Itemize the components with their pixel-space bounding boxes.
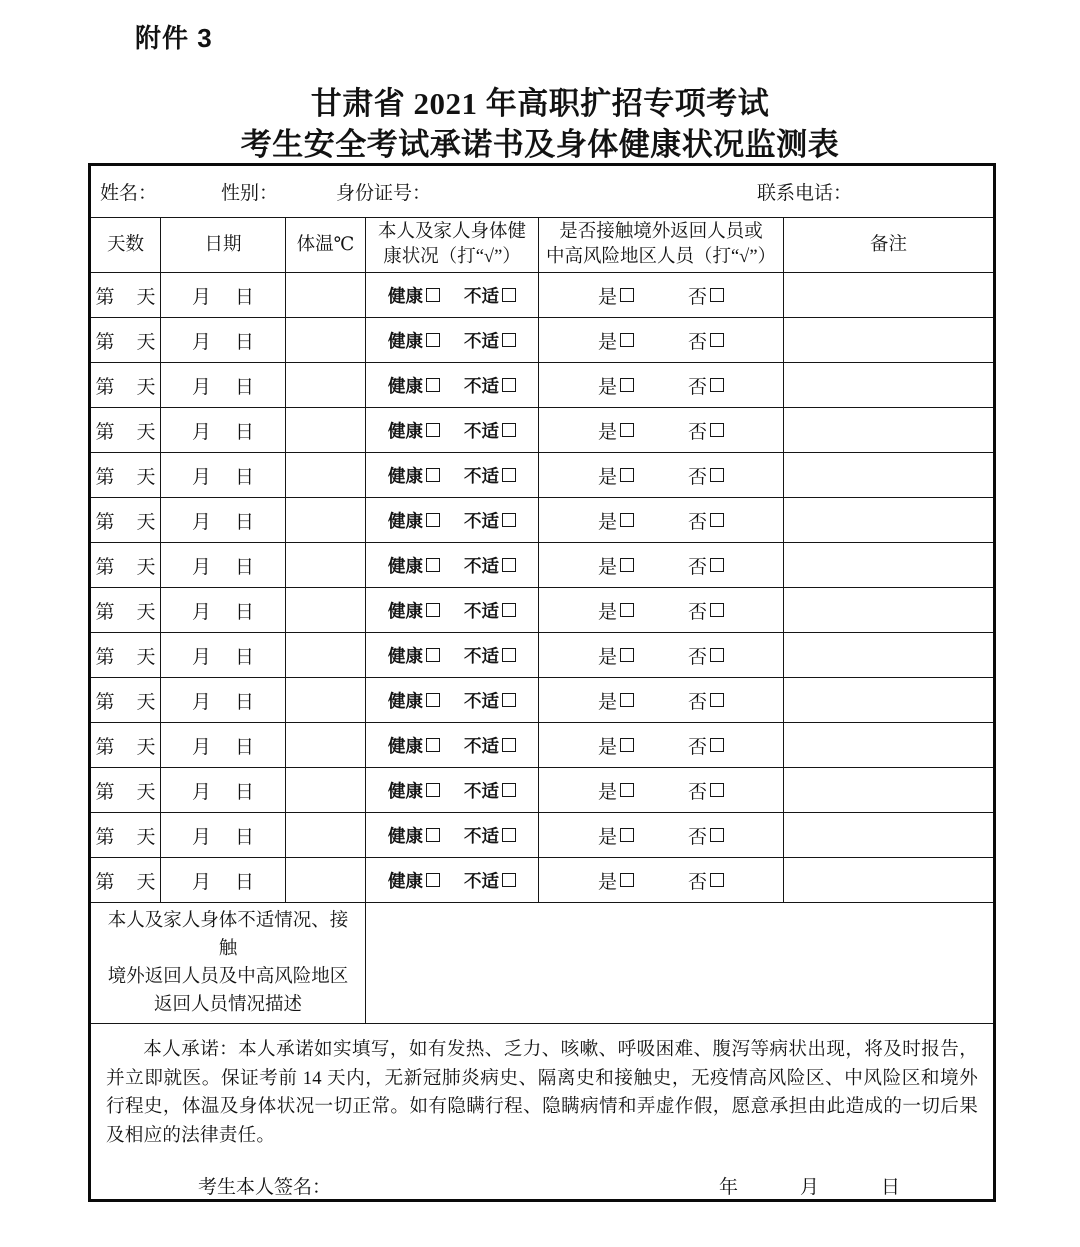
date-cell[interactable] xyxy=(161,588,286,633)
no-option: 否 xyxy=(688,822,724,849)
contact-risk-cell xyxy=(539,768,784,813)
temperature-cell[interactable] xyxy=(286,498,366,543)
unwell-option: 不适 xyxy=(464,508,516,533)
no-option: 否 xyxy=(688,417,724,444)
no-checkbox[interactable] xyxy=(710,378,724,392)
yes-option: 是 xyxy=(598,642,634,669)
day-number-cell[interactable] xyxy=(90,768,161,813)
contact-risk-cell xyxy=(539,678,784,723)
day-suffix-label: 天 xyxy=(136,826,156,848)
day-label: 日 xyxy=(235,376,255,398)
yes-checkbox[interactable] xyxy=(620,783,634,797)
healthy-option: 健康 xyxy=(388,463,440,488)
month-label: 月 xyxy=(191,826,211,848)
signature-label: 考生本人签名： xyxy=(198,1177,332,1198)
month-label: 月 xyxy=(191,511,211,533)
yes-option: 是 xyxy=(598,462,634,489)
day-suffix-label: 天 xyxy=(136,421,156,443)
healthy-option: 健康 xyxy=(388,328,440,353)
day-label: 日 xyxy=(880,1177,900,1198)
remarks-cell[interactable] xyxy=(784,588,995,633)
header-health-status: 本人及家人身体健 康状况（打“√”） xyxy=(366,218,539,273)
description-row xyxy=(90,903,995,1024)
no-option: 否 xyxy=(688,597,724,624)
gender-field[interactable] xyxy=(278,181,298,203)
remarks-cell[interactable] xyxy=(784,543,995,588)
health-status-cell xyxy=(366,498,539,543)
remarks-cell[interactable] xyxy=(784,453,995,498)
day-suffix-label: 天 xyxy=(136,781,156,803)
healthy-checkbox[interactable] xyxy=(426,513,440,527)
health-status-cell xyxy=(366,453,539,498)
yes-checkbox[interactable] xyxy=(620,648,634,662)
no-option: 否 xyxy=(688,732,724,759)
no-option: 否 xyxy=(688,462,724,489)
day-label: 日 xyxy=(235,736,255,758)
monitor-row xyxy=(90,498,995,543)
no-option: 否 xyxy=(688,687,724,714)
unwell-option: 不适 xyxy=(464,868,516,893)
yes-checkbox[interactable] xyxy=(620,738,634,752)
phone-field[interactable] xyxy=(964,181,984,203)
contact-risk-cell xyxy=(539,633,784,678)
yes-checkbox[interactable] xyxy=(620,423,634,437)
no-checkbox[interactable] xyxy=(710,288,724,302)
day-suffix-label: 天 xyxy=(136,646,156,668)
date-cell[interactable] xyxy=(161,498,286,543)
yes-checkbox[interactable] xyxy=(620,558,634,572)
gender-label: 性别： xyxy=(221,183,279,204)
day-prefix-label: 第 xyxy=(95,601,115,623)
no-checkbox[interactable] xyxy=(710,468,724,482)
monitor-row xyxy=(90,633,995,678)
monitor-row xyxy=(90,408,995,453)
health-status-cell xyxy=(366,858,539,903)
unwell-checkbox[interactable] xyxy=(502,558,516,572)
no-option: 否 xyxy=(688,327,724,354)
no-checkbox[interactable] xyxy=(710,873,724,887)
day-label: 日 xyxy=(235,646,255,668)
day-number-cell[interactable] xyxy=(90,813,161,858)
month-label: 月 xyxy=(191,646,211,668)
healthy-checkbox[interactable] xyxy=(426,423,440,437)
day-prefix-label: 第 xyxy=(95,556,115,578)
health-status-cell xyxy=(366,543,539,588)
unwell-checkbox[interactable] xyxy=(502,783,516,797)
no-checkbox[interactable] xyxy=(710,648,724,662)
healthy-option: 健康 xyxy=(388,688,440,713)
description-label: 本人及家人身体不适情况、接触 境外返回人员及中高风险地区 返回人员情况描述 xyxy=(90,903,366,1024)
health-monitoring-table xyxy=(88,163,996,1202)
day-label: 日 xyxy=(235,691,255,713)
day-label: 日 xyxy=(235,826,255,848)
monitor-row xyxy=(90,363,995,408)
day-number-cell[interactable] xyxy=(90,858,161,903)
monitor-row xyxy=(90,678,995,723)
remarks-cell[interactable] xyxy=(784,633,995,678)
no-checkbox[interactable] xyxy=(710,828,724,842)
day-number-cell[interactable] xyxy=(90,318,161,363)
unwell-option: 不适 xyxy=(464,283,516,308)
remarks-cell[interactable] xyxy=(784,813,995,858)
yes-checkbox[interactable] xyxy=(620,873,634,887)
no-checkbox[interactable] xyxy=(710,333,724,347)
unwell-option: 不适 xyxy=(464,688,516,713)
yes-checkbox[interactable] xyxy=(620,288,634,302)
yes-option: 是 xyxy=(598,417,634,444)
healthy-checkbox[interactable] xyxy=(426,333,440,347)
day-label: 日 xyxy=(235,466,255,488)
header-contact-risk: 是否接触境外返回人员或 中高风险地区人员（打“√”） xyxy=(539,218,784,273)
day-prefix-label: 第 xyxy=(95,331,115,353)
day-number-cell[interactable] xyxy=(90,498,161,543)
yes-option: 是 xyxy=(598,372,634,399)
temperature-cell[interactable] xyxy=(286,408,366,453)
day-number-cell[interactable] xyxy=(90,588,161,633)
unwell-checkbox[interactable] xyxy=(502,873,516,887)
day-prefix-label: 第 xyxy=(95,826,115,848)
unwell-checkbox[interactable] xyxy=(502,738,516,752)
day-label: 日 xyxy=(235,286,255,308)
date-cell[interactable] xyxy=(161,723,286,768)
healthy-checkbox[interactable] xyxy=(426,603,440,617)
unwell-checkbox[interactable] xyxy=(502,828,516,842)
month-label: 月 xyxy=(191,331,211,353)
yes-option: 是 xyxy=(598,822,634,849)
contact-risk-cell xyxy=(539,588,784,633)
day-number-cell[interactable] xyxy=(90,363,161,408)
healthy-option: 健康 xyxy=(388,418,440,443)
contact-risk-cell xyxy=(539,363,784,408)
yes-checkbox[interactable] xyxy=(620,603,634,617)
monitor-row xyxy=(90,768,995,813)
remarks-cell[interactable] xyxy=(784,678,995,723)
healthy-checkbox[interactable] xyxy=(426,468,440,482)
header-days: 天数 xyxy=(90,218,161,273)
yes-option: 是 xyxy=(598,552,634,579)
healthy-checkbox[interactable] xyxy=(426,693,440,707)
contact-risk-cell xyxy=(539,813,784,858)
healthy-option: 健康 xyxy=(388,733,440,758)
monitor-row xyxy=(90,318,995,363)
day-prefix-label: 第 xyxy=(95,736,115,758)
yes-option: 是 xyxy=(598,597,634,624)
date-cell[interactable] xyxy=(161,543,286,588)
health-status-cell xyxy=(366,408,539,453)
month-label: 月 xyxy=(191,736,211,758)
day-suffix-label: 天 xyxy=(136,286,156,308)
contact-risk-cell xyxy=(539,408,784,453)
month-label: 月 xyxy=(191,556,211,578)
unwell-option: 不适 xyxy=(464,463,516,488)
no-checkbox[interactable] xyxy=(710,423,724,437)
id-number-field[interactable] xyxy=(431,181,451,203)
day-suffix-label: 天 xyxy=(136,511,156,533)
header-remarks: 备注 xyxy=(784,218,995,273)
name-field[interactable] xyxy=(157,181,177,203)
healthy-checkbox[interactable] xyxy=(426,648,440,662)
id-number-label: 身份证号： xyxy=(336,183,432,204)
commitment-text: 本人承诺：本人承诺如实填写，如有发热、乏力、咳嗽、呼吸困难、腹泻等病状出现，将及时报告，并立即就医。保证考前 14 天内，无新冠肺炎病史、隔离史和接触史，无疫情高风险区、中风险区和境外行程史，体温及身体状况一切正常。如有隐瞒行程、隐瞒病情和弄虚作假，愿意承担由此造成的一切后果及相应的法律责任。 xyxy=(106,1039,978,1146)
remarks-cell[interactable] xyxy=(784,723,995,768)
day-label: 日 xyxy=(235,421,255,443)
commitment-row xyxy=(90,1024,995,1201)
temperature-cell[interactable] xyxy=(286,633,366,678)
temperature-cell[interactable] xyxy=(286,588,366,633)
day-number-cell[interactable] xyxy=(90,453,161,498)
contact-risk-cell xyxy=(539,858,784,903)
date-cell[interactable] xyxy=(161,858,286,903)
temperature-cell[interactable] xyxy=(286,813,366,858)
remarks-cell[interactable] xyxy=(784,273,995,318)
yes-option: 是 xyxy=(598,867,634,894)
unwell-checkbox[interactable] xyxy=(502,468,516,482)
health-status-cell xyxy=(366,723,539,768)
health-status-cell xyxy=(366,768,539,813)
healthy-option: 健康 xyxy=(388,778,440,803)
healthy-checkbox[interactable] xyxy=(426,828,440,842)
date-cell[interactable] xyxy=(161,768,286,813)
remarks-cell[interactable] xyxy=(784,858,995,903)
health-status-cell xyxy=(366,318,539,363)
monitor-row xyxy=(90,543,995,588)
yes-checkbox[interactable] xyxy=(620,828,634,842)
health-status-cell xyxy=(366,273,539,318)
no-checkbox[interactable] xyxy=(710,513,724,527)
healthy-option: 健康 xyxy=(388,283,440,308)
unwell-checkbox[interactable] xyxy=(502,423,516,437)
unwell-checkbox[interactable] xyxy=(502,378,516,392)
unwell-option: 不适 xyxy=(464,823,516,848)
month-label: 月 xyxy=(799,1177,819,1198)
unwell-checkbox[interactable] xyxy=(502,513,516,527)
healthy-checkbox[interactable] xyxy=(426,288,440,302)
temperature-cell[interactable] xyxy=(286,768,366,813)
signature-field[interactable] xyxy=(331,1175,351,1197)
day-prefix-label: 第 xyxy=(95,466,115,488)
temperature-cell[interactable] xyxy=(286,363,366,408)
health-status-cell xyxy=(366,588,539,633)
day-suffix-label: 天 xyxy=(136,331,156,353)
header-temperature: 体温℃ xyxy=(286,218,366,273)
monitor-row xyxy=(90,723,995,768)
day-prefix-label: 第 xyxy=(95,421,115,443)
date-cell[interactable] xyxy=(161,408,286,453)
date-cell[interactable] xyxy=(161,363,286,408)
monitor-row xyxy=(90,453,995,498)
healthy-checkbox[interactable] xyxy=(426,378,440,392)
monitor-row xyxy=(90,273,995,318)
health-status-cell xyxy=(366,363,539,408)
month-label: 月 xyxy=(191,466,211,488)
unwell-checkbox[interactable] xyxy=(502,288,516,302)
day-number-cell[interactable] xyxy=(90,723,161,768)
month-label: 月 xyxy=(191,781,211,803)
day-number-cell[interactable] xyxy=(90,408,161,453)
yes-option: 是 xyxy=(598,732,634,759)
remarks-cell[interactable] xyxy=(784,363,995,408)
no-checkbox[interactable] xyxy=(710,783,724,797)
healthy-checkbox[interactable] xyxy=(426,558,440,572)
yes-checkbox[interactable] xyxy=(620,693,634,707)
day-label: 日 xyxy=(235,511,255,533)
day-prefix-label: 第 xyxy=(95,646,115,668)
no-checkbox[interactable] xyxy=(710,738,724,752)
no-checkbox[interactable] xyxy=(710,603,724,617)
date-cell[interactable] xyxy=(161,813,286,858)
no-checkbox[interactable] xyxy=(710,558,724,572)
temperature-cell[interactable] xyxy=(286,318,366,363)
healthy-option: 健康 xyxy=(388,868,440,893)
healthy-option: 健康 xyxy=(388,373,440,398)
yes-option: 是 xyxy=(598,687,634,714)
no-option: 否 xyxy=(688,372,724,399)
month-label: 月 xyxy=(191,601,211,623)
day-label: 日 xyxy=(235,331,255,353)
contact-risk-cell xyxy=(539,273,784,318)
month-label: 月 xyxy=(191,691,211,713)
monitor-row xyxy=(90,858,995,903)
unwell-option: 不适 xyxy=(464,733,516,758)
day-label: 日 xyxy=(235,601,255,623)
phone-label: 联系电话： xyxy=(756,183,852,204)
contact-risk-cell xyxy=(539,453,784,498)
yes-checkbox[interactable] xyxy=(620,513,634,527)
document-title-line1: 甘肃省 2021 年高职扩招专项考试 xyxy=(310,86,770,121)
healthy-option: 健康 xyxy=(388,823,440,848)
unwell-checkbox[interactable] xyxy=(502,333,516,347)
monitor-row xyxy=(90,588,995,633)
table-header-row xyxy=(90,218,995,273)
unwell-checkbox[interactable] xyxy=(502,693,516,707)
signature-date-group xyxy=(719,1172,900,1199)
temperature-cell[interactable] xyxy=(286,858,366,903)
year-label: 年 xyxy=(718,1177,738,1198)
yes-checkbox[interactable] xyxy=(620,333,634,347)
document-title-line2: 考生安全考试承诺书及身体健康状况监测表 xyxy=(240,127,840,162)
no-option: 否 xyxy=(688,507,724,534)
day-suffix-label: 天 xyxy=(136,601,156,623)
day-number-cell[interactable] xyxy=(90,543,161,588)
month-label: 月 xyxy=(191,286,211,308)
month-label: 月 xyxy=(191,871,211,893)
yes-option: 是 xyxy=(598,282,634,309)
unwell-checkbox[interactable] xyxy=(502,603,516,617)
date-cell[interactable] xyxy=(161,678,286,723)
no-checkbox[interactable] xyxy=(710,693,724,707)
unwell-option: 不适 xyxy=(464,643,516,668)
yes-option: 是 xyxy=(598,507,634,534)
yes-checkbox[interactable] xyxy=(620,468,634,482)
attachment-label: 附件 3 xyxy=(135,23,213,53)
day-prefix-label: 第 xyxy=(95,871,115,893)
day-number-cell[interactable] xyxy=(90,678,161,723)
temperature-cell[interactable] xyxy=(286,678,366,723)
contact-risk-cell xyxy=(539,723,784,768)
contact-risk-cell xyxy=(539,318,784,363)
monitor-row xyxy=(90,813,995,858)
yes-checkbox[interactable] xyxy=(620,378,634,392)
unwell-option: 不适 xyxy=(464,778,516,803)
yes-option: 是 xyxy=(598,327,634,354)
temperature-cell[interactable] xyxy=(286,453,366,498)
temperature-cell[interactable] xyxy=(286,273,366,318)
day-suffix-label: 天 xyxy=(136,376,156,398)
healthy-option: 健康 xyxy=(388,508,440,533)
healthy-option: 健康 xyxy=(388,598,440,623)
temperature-cell[interactable] xyxy=(286,723,366,768)
contact-risk-cell xyxy=(539,543,784,588)
month-label: 月 xyxy=(191,421,211,443)
month-label: 月 xyxy=(191,376,211,398)
healthy-checkbox[interactable] xyxy=(426,783,440,797)
contact-risk-cell xyxy=(539,498,784,543)
remarks-cell[interactable] xyxy=(784,408,995,453)
day-suffix-label: 天 xyxy=(136,556,156,578)
healthy-checkbox[interactable] xyxy=(426,738,440,752)
unwell-option: 不适 xyxy=(464,598,516,623)
description-input-area[interactable] xyxy=(366,903,995,1024)
name-label: 姓名： xyxy=(100,183,158,204)
day-prefix-label: 第 xyxy=(95,511,115,533)
healthy-option: 健康 xyxy=(388,643,440,668)
day-prefix-label: 第 xyxy=(95,286,115,308)
monitor-rows xyxy=(90,273,995,903)
no-option: 否 xyxy=(688,552,724,579)
yes-option: 是 xyxy=(598,777,634,804)
day-suffix-label: 天 xyxy=(136,871,156,893)
day-label: 日 xyxy=(235,871,255,893)
day-number-cell[interactable] xyxy=(90,273,161,318)
day-suffix-label: 天 xyxy=(136,691,156,713)
day-suffix-label: 天 xyxy=(136,736,156,758)
healthy-option: 健康 xyxy=(388,553,440,578)
day-label: 日 xyxy=(235,781,255,803)
remarks-cell[interactable] xyxy=(784,498,995,543)
unwell-option: 不适 xyxy=(464,553,516,578)
health-status-cell xyxy=(366,678,539,723)
day-prefix-label: 第 xyxy=(95,781,115,803)
unwell-option: 不适 xyxy=(464,373,516,398)
no-option: 否 xyxy=(688,282,724,309)
date-cell[interactable] xyxy=(161,318,286,363)
unwell-option: 不适 xyxy=(464,328,516,353)
unwell-option: 不适 xyxy=(464,418,516,443)
health-status-cell xyxy=(366,633,539,678)
personal-info-row xyxy=(90,165,995,218)
day-prefix-label: 第 xyxy=(95,691,115,713)
no-option: 否 xyxy=(688,777,724,804)
day-suffix-label: 天 xyxy=(136,466,156,488)
remarks-cell[interactable] xyxy=(784,768,995,813)
no-option: 否 xyxy=(688,642,724,669)
no-option: 否 xyxy=(688,867,724,894)
day-number-cell[interactable] xyxy=(90,633,161,678)
day-label: 日 xyxy=(235,556,255,578)
header-date: 日期 xyxy=(161,218,286,273)
health-status-cell xyxy=(366,813,539,858)
date-cell[interactable] xyxy=(161,633,286,678)
date-cell[interactable] xyxy=(161,273,286,318)
day-prefix-label: 第 xyxy=(95,376,115,398)
healthy-checkbox[interactable] xyxy=(426,873,440,887)
temperature-cell[interactable] xyxy=(286,543,366,588)
unwell-checkbox[interactable] xyxy=(502,648,516,662)
remarks-cell[interactable] xyxy=(784,318,995,363)
date-cell[interactable] xyxy=(161,453,286,498)
